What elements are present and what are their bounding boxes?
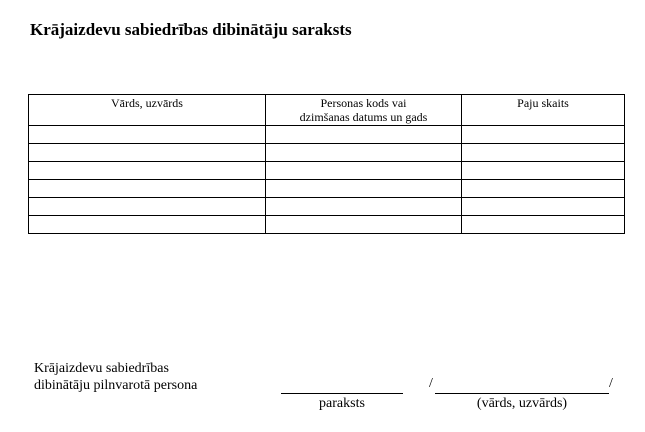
table-cell[interactable] bbox=[462, 198, 625, 216]
table-cell[interactable] bbox=[266, 162, 462, 180]
header-name bbox=[29, 95, 266, 126]
authorized-person-label bbox=[34, 360, 274, 394]
header-share-count-label: Paju skaits bbox=[517, 96, 569, 110]
header-share-count bbox=[462, 95, 625, 126]
authorized-person-line2: dibinātāju pilnvarotā persona bbox=[34, 378, 198, 393]
table-cell[interactable] bbox=[462, 144, 625, 162]
table-row bbox=[29, 198, 625, 216]
table-row bbox=[29, 162, 625, 180]
name-slash-right: / bbox=[609, 376, 613, 391]
table-cell[interactable] bbox=[266, 180, 462, 198]
header-name-label: Vārds, uzvārds bbox=[111, 96, 183, 110]
table-row bbox=[29, 180, 625, 198]
signature-caption: paraksts bbox=[319, 396, 365, 411]
document-title: Krājaizdevu sabiedrības dibinātāju saraksts bbox=[30, 20, 352, 39]
table-cell[interactable] bbox=[462, 216, 625, 234]
table-row bbox=[29, 144, 625, 162]
table-cell[interactable] bbox=[29, 162, 266, 180]
header-person-code-line2: dzimšanas datums un gads bbox=[299, 110, 428, 124]
table-cell[interactable] bbox=[266, 126, 462, 144]
authorized-person-line1: Krājaizdevu sabiedrības bbox=[34, 361, 169, 376]
table-cell[interactable] bbox=[462, 162, 625, 180]
table-cell[interactable] bbox=[29, 144, 266, 162]
table-cell[interactable] bbox=[266, 198, 462, 216]
table-cell[interactable] bbox=[266, 216, 462, 234]
name-line[interactable] bbox=[435, 393, 609, 394]
table-header-row bbox=[29, 95, 625, 126]
table-cell[interactable] bbox=[29, 216, 266, 234]
table-cell[interactable] bbox=[462, 126, 625, 144]
name-slash-left: / bbox=[429, 376, 433, 391]
table-cell[interactable] bbox=[462, 180, 625, 198]
table-cell[interactable] bbox=[29, 126, 266, 144]
header-person-code bbox=[266, 95, 462, 126]
signature-line[interactable] bbox=[281, 393, 403, 394]
table-cell[interactable] bbox=[266, 144, 462, 162]
table-row bbox=[29, 216, 625, 234]
table-cell[interactable] bbox=[29, 180, 266, 198]
table-row bbox=[29, 126, 625, 144]
name-caption: (vārds, uzvārds) bbox=[476, 396, 568, 411]
founders-table bbox=[28, 94, 625, 234]
header-person-code-line1: Personas kods vai bbox=[320, 96, 407, 110]
table-cell[interactable] bbox=[29, 198, 266, 216]
